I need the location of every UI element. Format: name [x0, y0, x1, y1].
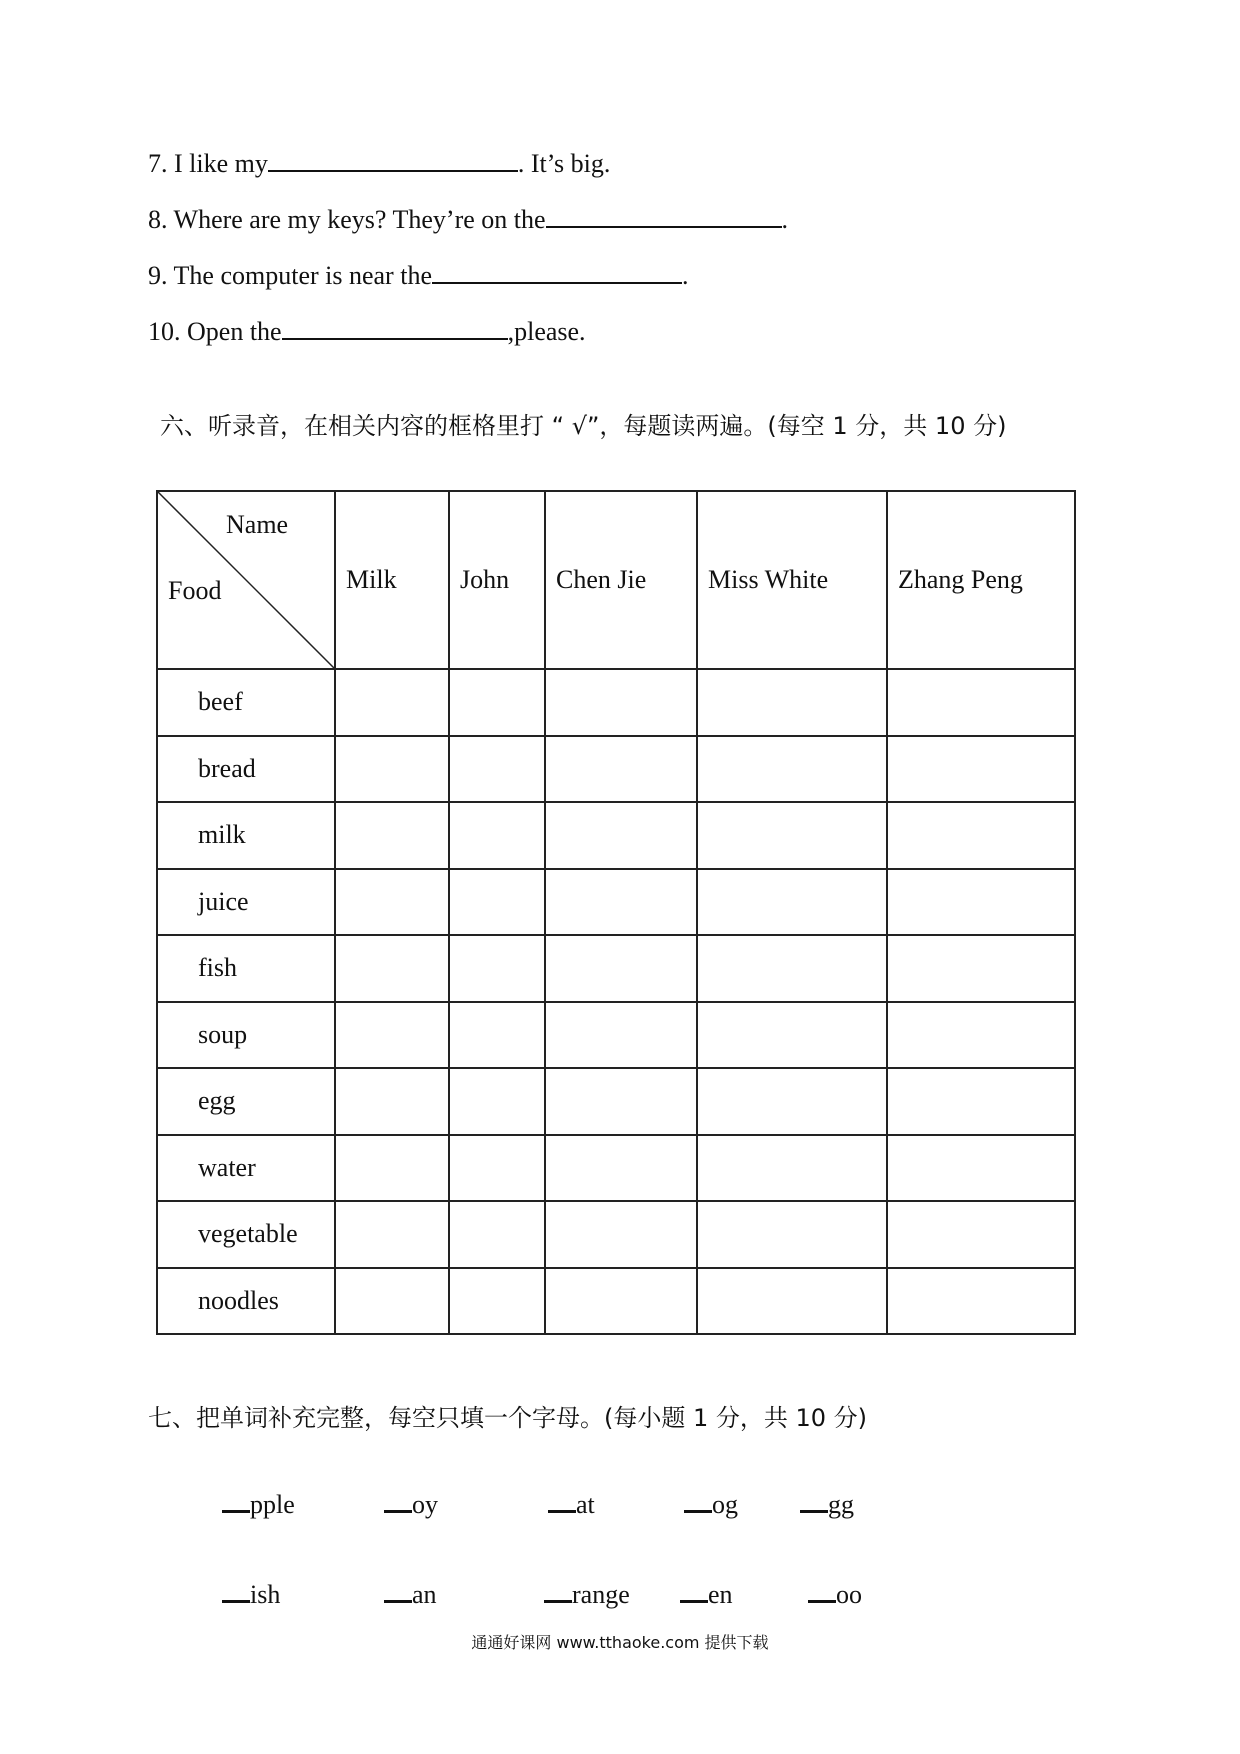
- letter-blank[interactable]: [222, 1580, 250, 1603]
- check-cell[interactable]: [697, 1201, 887, 1268]
- letter-blank[interactable]: [548, 1490, 576, 1513]
- letter-blank[interactable]: [222, 1490, 250, 1513]
- word-item: [808, 1580, 862, 1610]
- letter-blank[interactable]: [384, 1580, 412, 1603]
- sentence-10-before: 10. Open the: [148, 317, 282, 346]
- food-label: juice: [157, 869, 335, 936]
- check-cell[interactable]: [335, 1201, 449, 1268]
- check-cell[interactable]: [335, 1135, 449, 1202]
- check-cell[interactable]: [449, 935, 545, 1002]
- check-cell[interactable]: [697, 1268, 887, 1335]
- table-header-row: [157, 491, 1075, 669]
- word-ending: ish: [250, 1580, 281, 1609]
- check-cell[interactable]: [887, 736, 1075, 803]
- sentence-8: [148, 204, 788, 235]
- check-cell[interactable]: [697, 869, 887, 936]
- word-item: [384, 1490, 438, 1520]
- table-row: [157, 669, 1075, 736]
- food-label: noodles: [157, 1268, 335, 1335]
- corner-food-label: Food: [168, 576, 222, 605]
- sentence-9-after: .: [681, 261, 689, 290]
- word-item: [548, 1490, 595, 1520]
- table-row: [157, 1068, 1075, 1135]
- check-cell[interactable]: [887, 935, 1075, 1002]
- check-cell[interactable]: [697, 802, 887, 869]
- sentence-7: [148, 148, 610, 179]
- check-cell[interactable]: [449, 1068, 545, 1135]
- letter-blank[interactable]: [384, 1490, 412, 1513]
- word-item: [544, 1580, 630, 1610]
- table-row: [157, 802, 1075, 869]
- check-cell[interactable]: [697, 1002, 887, 1069]
- table-row: [157, 736, 1075, 803]
- check-cell[interactable]: [545, 1201, 697, 1268]
- word-item: [222, 1490, 295, 1520]
- check-cell[interactable]: [887, 869, 1075, 936]
- sentence-10: [148, 316, 586, 347]
- sentence-8-before: 8. Where are my keys? They’re on the: [148, 205, 546, 234]
- check-cell[interactable]: [335, 669, 449, 736]
- check-cell[interactable]: [449, 736, 545, 803]
- food-label: vegetable: [157, 1201, 335, 1268]
- check-cell[interactable]: [335, 935, 449, 1002]
- answer-blank-9[interactable]: [432, 260, 682, 284]
- sentence-9-before: 9. The computer is near the: [148, 261, 432, 290]
- check-cell[interactable]: [545, 869, 697, 936]
- check-cell[interactable]: [545, 669, 697, 736]
- check-cell[interactable]: [887, 669, 1075, 736]
- word-ending: og: [712, 1490, 738, 1519]
- section-6-title: 六、听录音，在相关内容的框格里打 “ √”，每题读两遍。(每空 1 分，共 10 分): [160, 412, 1007, 440]
- check-cell[interactable]: [545, 736, 697, 803]
- sentence-9: [148, 260, 688, 291]
- corner-name-label: Name: [226, 510, 289, 539]
- food-label: fish: [157, 935, 335, 1002]
- table-row: [157, 1135, 1075, 1202]
- check-cell[interactable]: [449, 1268, 545, 1335]
- section-7-title: 七、把单词补充完整，每空只填一个字母。(每小题 1 分，共 10 分): [148, 1404, 868, 1432]
- check-cell[interactable]: [449, 869, 545, 936]
- check-cell[interactable]: [545, 1268, 697, 1335]
- food-label: water: [157, 1135, 335, 1202]
- check-cell[interactable]: [697, 736, 887, 803]
- food-label: egg: [157, 1068, 335, 1135]
- check-cell[interactable]: [449, 1201, 545, 1268]
- check-cell[interactable]: [887, 1068, 1075, 1135]
- check-cell[interactable]: [335, 1002, 449, 1069]
- check-cell[interactable]: [887, 802, 1075, 869]
- column-header: Miss White: [697, 491, 887, 669]
- word-ending: oy: [412, 1490, 438, 1519]
- letter-blank[interactable]: [808, 1580, 836, 1603]
- table-row: [157, 869, 1075, 936]
- column-header: Chen Jie: [545, 491, 697, 669]
- check-cell[interactable]: [449, 669, 545, 736]
- column-header: Zhang Peng: [887, 491, 1075, 669]
- letter-blank[interactable]: [684, 1490, 712, 1513]
- column-header: Milk: [335, 491, 449, 669]
- check-cell[interactable]: [545, 1002, 697, 1069]
- check-cell[interactable]: [697, 935, 887, 1002]
- word-ending: gg: [828, 1490, 854, 1519]
- check-cell[interactable]: [697, 669, 887, 736]
- corner-cell: [157, 491, 335, 669]
- table-row: [157, 935, 1075, 1002]
- word-ending: pple: [250, 1490, 295, 1519]
- word-item: [680, 1580, 733, 1610]
- check-cell[interactable]: [545, 1135, 697, 1202]
- sentence-7-before: 7. I like my: [148, 149, 268, 178]
- answer-blank-10[interactable]: [282, 316, 508, 340]
- check-cell[interactable]: [887, 1268, 1075, 1335]
- word-ending: oo: [836, 1580, 862, 1609]
- check-cell[interactable]: [697, 1068, 887, 1135]
- word-ending: range: [572, 1580, 630, 1609]
- answer-blank-8[interactable]: [546, 204, 782, 228]
- food-label: soup: [157, 1002, 335, 1069]
- check-cell[interactable]: [335, 1068, 449, 1135]
- check-cell[interactable]: [335, 1268, 449, 1335]
- check-cell[interactable]: [449, 802, 545, 869]
- letter-blank[interactable]: [544, 1580, 572, 1603]
- table-row: [157, 1201, 1075, 1268]
- word-item: [684, 1490, 738, 1520]
- answer-blank-7[interactable]: [268, 148, 518, 172]
- listening-table: [156, 490, 1076, 1335]
- table-row: [157, 1002, 1075, 1069]
- check-cell[interactable]: [887, 1201, 1075, 1268]
- check-cell[interactable]: [335, 802, 449, 869]
- food-label: bread: [157, 736, 335, 803]
- table-row: [157, 1268, 1075, 1335]
- word-ending: en: [708, 1580, 733, 1609]
- footer-credit: 通通好课网 www.tthaoke.com 提供下载: [471, 1633, 769, 1652]
- check-cell[interactable]: [697, 1135, 887, 1202]
- check-cell[interactable]: [449, 1002, 545, 1069]
- check-cell[interactable]: [335, 869, 449, 936]
- sentence-8-after: .: [781, 205, 789, 234]
- word-item: [222, 1580, 280, 1610]
- food-label: milk: [157, 802, 335, 869]
- check-cell[interactable]: [335, 736, 449, 803]
- word-item: [800, 1490, 854, 1520]
- check-cell[interactable]: [545, 802, 697, 869]
- food-label: beef: [157, 669, 335, 736]
- letter-blank[interactable]: [800, 1490, 828, 1513]
- check-cell[interactable]: [545, 1068, 697, 1135]
- sentence-10-after: ,please.: [507, 317, 586, 346]
- check-cell[interactable]: [545, 935, 697, 1002]
- check-cell[interactable]: [887, 1002, 1075, 1069]
- letter-blank[interactable]: [680, 1580, 708, 1603]
- word-ending: an: [412, 1580, 437, 1609]
- sentence-7-after: . It’s big.: [517, 149, 611, 178]
- check-cell[interactable]: [887, 1135, 1075, 1202]
- word-item: [384, 1580, 437, 1610]
- column-header: John: [449, 491, 545, 669]
- word-ending: at: [576, 1490, 595, 1519]
- check-cell[interactable]: [449, 1135, 545, 1202]
